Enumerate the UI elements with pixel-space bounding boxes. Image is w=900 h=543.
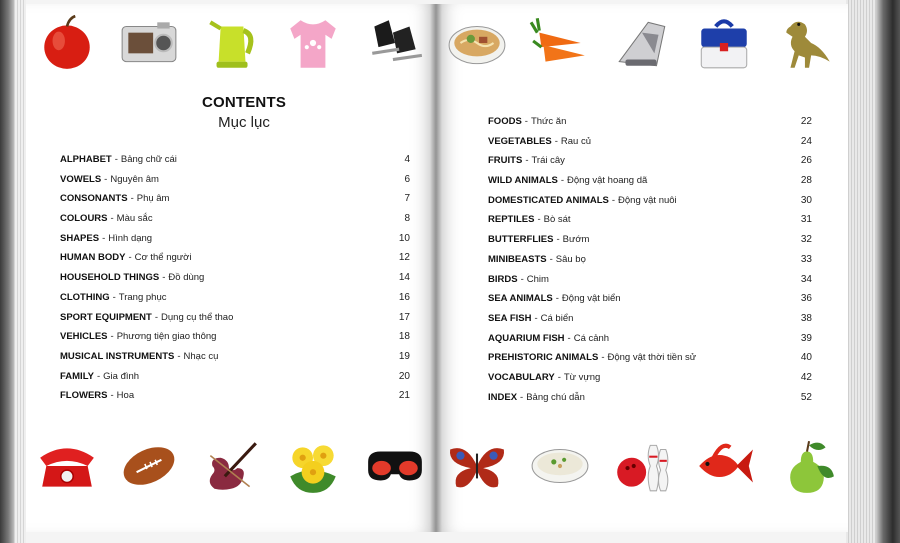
toc-entry-page: 24 [800,135,812,147]
toc-entry-vi: Bò sát [543,214,571,226]
carrots-icon [529,12,591,74]
fish-icon [693,435,755,497]
toc-entry-en: COLOURS [60,213,108,225]
toc-list-right [488,116,812,411]
toc-entry-page: 40 [800,352,812,364]
toc-entry-vi: Cá cảnh [573,332,610,344]
toc-entry[interactable]: CLOTHING - Trang phục 16 [60,291,410,303]
toc-entry[interactable]: BUTTERFLIES - Bướm 32 [488,234,812,246]
toc-entry-page: 31 [800,214,812,226]
toc-entry-vi: Bảng chữ cái [120,154,177,165]
toc-entry-en: FAMILY [60,370,94,382]
camera-icon [118,12,180,74]
toc-entry-en: REPTILES [488,214,535,226]
toc-entry[interactable]: INDEX - Bảng chú dẫn 52 [488,391,812,403]
toc-entry-vi: Cơ thể người [134,252,192,264]
toc-entry-vi: Bảng chú dẫn [526,391,585,403]
tshirt-icon [282,12,344,74]
toc-entry[interactable]: SHAPES - Hình dạng 10 [60,232,410,244]
toc-entry-page: 14 [398,272,410,284]
toc-entry[interactable]: FOODS - Thức ăn 22 [488,116,812,127]
toc-entry-en: VOWELS [60,173,102,185]
goggles-icon [364,435,426,497]
toc-entry[interactable]: SEA ANIMALS - Động vật biển 36 [488,293,812,305]
toc-entry-en: HOUSEHOLD THINGS [60,272,160,284]
toc-entry-page: 36 [800,293,812,305]
book-cover-left-edge [0,0,14,543]
toc-entry-vi: Động vật thời tiền sử [607,352,697,364]
toc-entry-en: SEA FISH [488,312,532,324]
noodle-bowl-icon [446,12,508,74]
toc-entry[interactable]: PREHISTORIC ANIMALS - Động vật thời tiền sử 40 [488,352,812,364]
toc-entry-vi: Trang phục [118,291,167,303]
toc-entry-vi: Đồ dùng [168,272,205,284]
toc-entry-page: 16 [398,291,410,303]
toc-entry-vi: Động vật hoang dã [567,175,648,187]
toc-entry-vi: Động vật biển [561,293,621,305]
butterfly-icon [446,435,508,497]
telephone-icon [36,435,98,497]
toc-entry[interactable]: ALPHABET - Bảng chữ cái 4 [60,154,410,165]
toc-entry-page: 18 [398,331,410,343]
dinosaur-icon [776,12,838,74]
toc-entry[interactable]: HOUSEHOLD THINGS - Đồ dùng 14 [60,272,410,284]
toc-entry[interactable]: REPTILES - Bò sát 31 [488,214,812,226]
toc-entry-vi: Gia đình [103,370,140,382]
toc-entry-vi: Hình dạng [108,232,153,244]
toc-entry-vi: Sâu bọ [555,253,586,265]
toc-entry-en: SPORT EQUIPMENT [60,311,152,323]
toc-entry-vi: Hoa [116,390,135,402]
toc-entry-page: 42 [800,371,812,383]
apple-icon [36,12,98,74]
left-page [26,4,436,532]
toc-entry-en: CLOTHING [60,291,110,303]
toc-entry-page: 52 [800,391,812,403]
toc-entry-vi: Dụng cụ thể thao [161,311,234,323]
contents-title [174,94,314,131]
toc-entry[interactable]: BIRDS - Chim 34 [488,273,812,285]
toc-entry-page: 39 [800,332,812,344]
toc-entry-vi: Nhạc cụ [183,350,219,362]
toc-entry-vi: Phương tiện giao thông [116,331,217,343]
toc-entry[interactable]: AQUARIUM FISH - Cá cảnh 39 [488,332,812,344]
toc-entry[interactable]: FLOWERS - Hoa 21 [60,390,410,402]
toc-entry-en: FOODS [488,116,522,127]
book-cover-right-edge [876,0,900,543]
toc-entry[interactable]: MUSICAL INSTRUMENTS - Nhạc cụ 19 [60,350,410,362]
toc-entry-en: ALPHABET [60,154,112,165]
ice-skates-icon [364,12,426,74]
toc-entry-en: INDEX [488,391,518,403]
toc-entry-en: MUSICAL INSTRUMENTS [60,350,175,362]
toc-entry[interactable]: COLOURS - Màu sắc 8 [60,213,410,225]
toc-entry-page: 10 [398,232,410,244]
toc-entry[interactable]: CONSONANTS - Phụ âm 7 [60,193,410,205]
bottom-left-illustrations [26,426,436,506]
toc-entry-en: WILD ANIMALS [488,175,558,187]
toc-entry-en: FRUITS [488,155,523,167]
toc-entry-en: SEA ANIMALS [488,293,553,305]
toc-entry-page: 33 [800,253,812,265]
toc-entry-en: CONSONANTS [60,193,128,205]
toc-entry-en: SHAPES [60,232,100,244]
toc-entry-vi: Phụ âm [136,193,170,205]
toc-entry-en: VOCABULARY [488,371,555,383]
toc-entry-en: VEGETABLES [488,135,552,147]
toc-entry-page: 26 [800,155,812,167]
toc-entry-vi: Rau củ [560,135,591,147]
contents-title-en: CONTENTS [201,94,287,111]
toc-entry-en: AQUARIUM FISH [488,332,565,344]
toc-entry-page: 28 [800,175,812,187]
toc-entry-en: HUMAN BODY [60,252,126,264]
toc-entry-page: 6 [404,173,410,185]
toc-list-left [60,154,410,410]
toc-entry[interactable]: SEA FISH - Cá biển 38 [488,312,812,324]
iron-icon [611,12,673,74]
bowling-icon [611,435,673,497]
page-stack-left [14,0,26,543]
toc-entry-vi: Nguyên âm [110,173,159,185]
toc-entry[interactable]: VOCABULARY - Từ vựng 42 [488,371,812,383]
toc-entry[interactable]: FAMILY - Gia đình 20 [60,370,410,382]
toc-entry-en: MINIBEASTS [488,253,547,265]
toc-entry-en: VEHICLES [60,331,108,343]
toc-entry-vi: Chim [526,273,549,285]
toc-entry[interactable]: HUMAN BODY - Cơ thể người 12 [60,252,410,264]
toc-entry-page: 22 [800,116,812,127]
contents-title-vi: Mục lục [218,114,270,131]
violin-icon [200,435,262,497]
toc-entry-page: 19 [398,350,410,362]
toc-entry[interactable]: VEGETABLES - Rau củ 24 [488,135,812,147]
right-page [436,4,848,532]
toc-entry-page: 38 [800,312,812,324]
page-stack-right [846,0,876,543]
toc-entry-vi: Cá biển [540,312,574,324]
toc-entry-en: DOMESTICATED ANIMALS [488,194,609,206]
toc-entry-page: 4 [404,154,410,165]
flowers-icon [282,435,344,497]
toc-entry-vi: Bướm [562,234,590,246]
toc-entry-vi: Màu sắc [116,213,153,225]
toc-entry-vi: Từ vựng [563,371,601,383]
toc-entry-page: 7 [404,193,410,205]
toc-entry-en: BUTTERFLIES [488,234,554,246]
toc-entry[interactable]: WILD ANIMALS - Động vật hoang dã 28 [488,175,812,187]
toc-entry-en: BIRDS [488,273,518,285]
toc-entry[interactable]: SPORT EQUIPMENT - Dụng cụ thể thao 17 [60,311,410,323]
toc-entry-page: 8 [404,213,410,225]
toc-entry[interactable]: FRUITS - Trái cây 26 [488,155,812,167]
top-right-illustrations [436,10,848,76]
toc-entry-page: 34 [800,273,812,285]
toc-entry-vi: Trái cây [531,155,565,167]
toc-entry-page: 21 [398,390,410,402]
lunchbox-icon [693,12,755,74]
book-gutter [430,4,442,532]
top-left-illustrations [26,10,436,76]
football-icon [118,435,180,497]
toc-entry[interactable]: DOMESTICATED ANIMALS - Động vật nuôi 30 [488,194,812,206]
bottom-right-illustrations [436,426,848,506]
toc-entry-page: 30 [800,194,812,206]
toc-entry-page: 32 [800,234,812,246]
rice-bowl-icon [529,435,591,497]
toc-entry-page: 20 [398,370,410,382]
kettle-icon [200,12,262,74]
toc-entry-en: FLOWERS [60,390,108,402]
toc-entry-vi: Động vật nuôi [618,194,677,206]
toc-entry[interactable]: MINIBEASTS - Sâu bọ 33 [488,253,812,265]
toc-entry-en: PREHISTORIC ANIMALS [488,352,599,364]
pear-icon [776,435,838,497]
toc-entry[interactable]: VEHICLES - Phương tiện giao thông 18 [60,331,410,343]
toc-entry[interactable]: VOWELS - Nguyên âm 6 [60,173,410,185]
toc-entry-vi: Thức ăn [530,116,567,127]
toc-entry-page: 12 [398,252,410,264]
toc-entry-page: 17 [398,311,410,323]
